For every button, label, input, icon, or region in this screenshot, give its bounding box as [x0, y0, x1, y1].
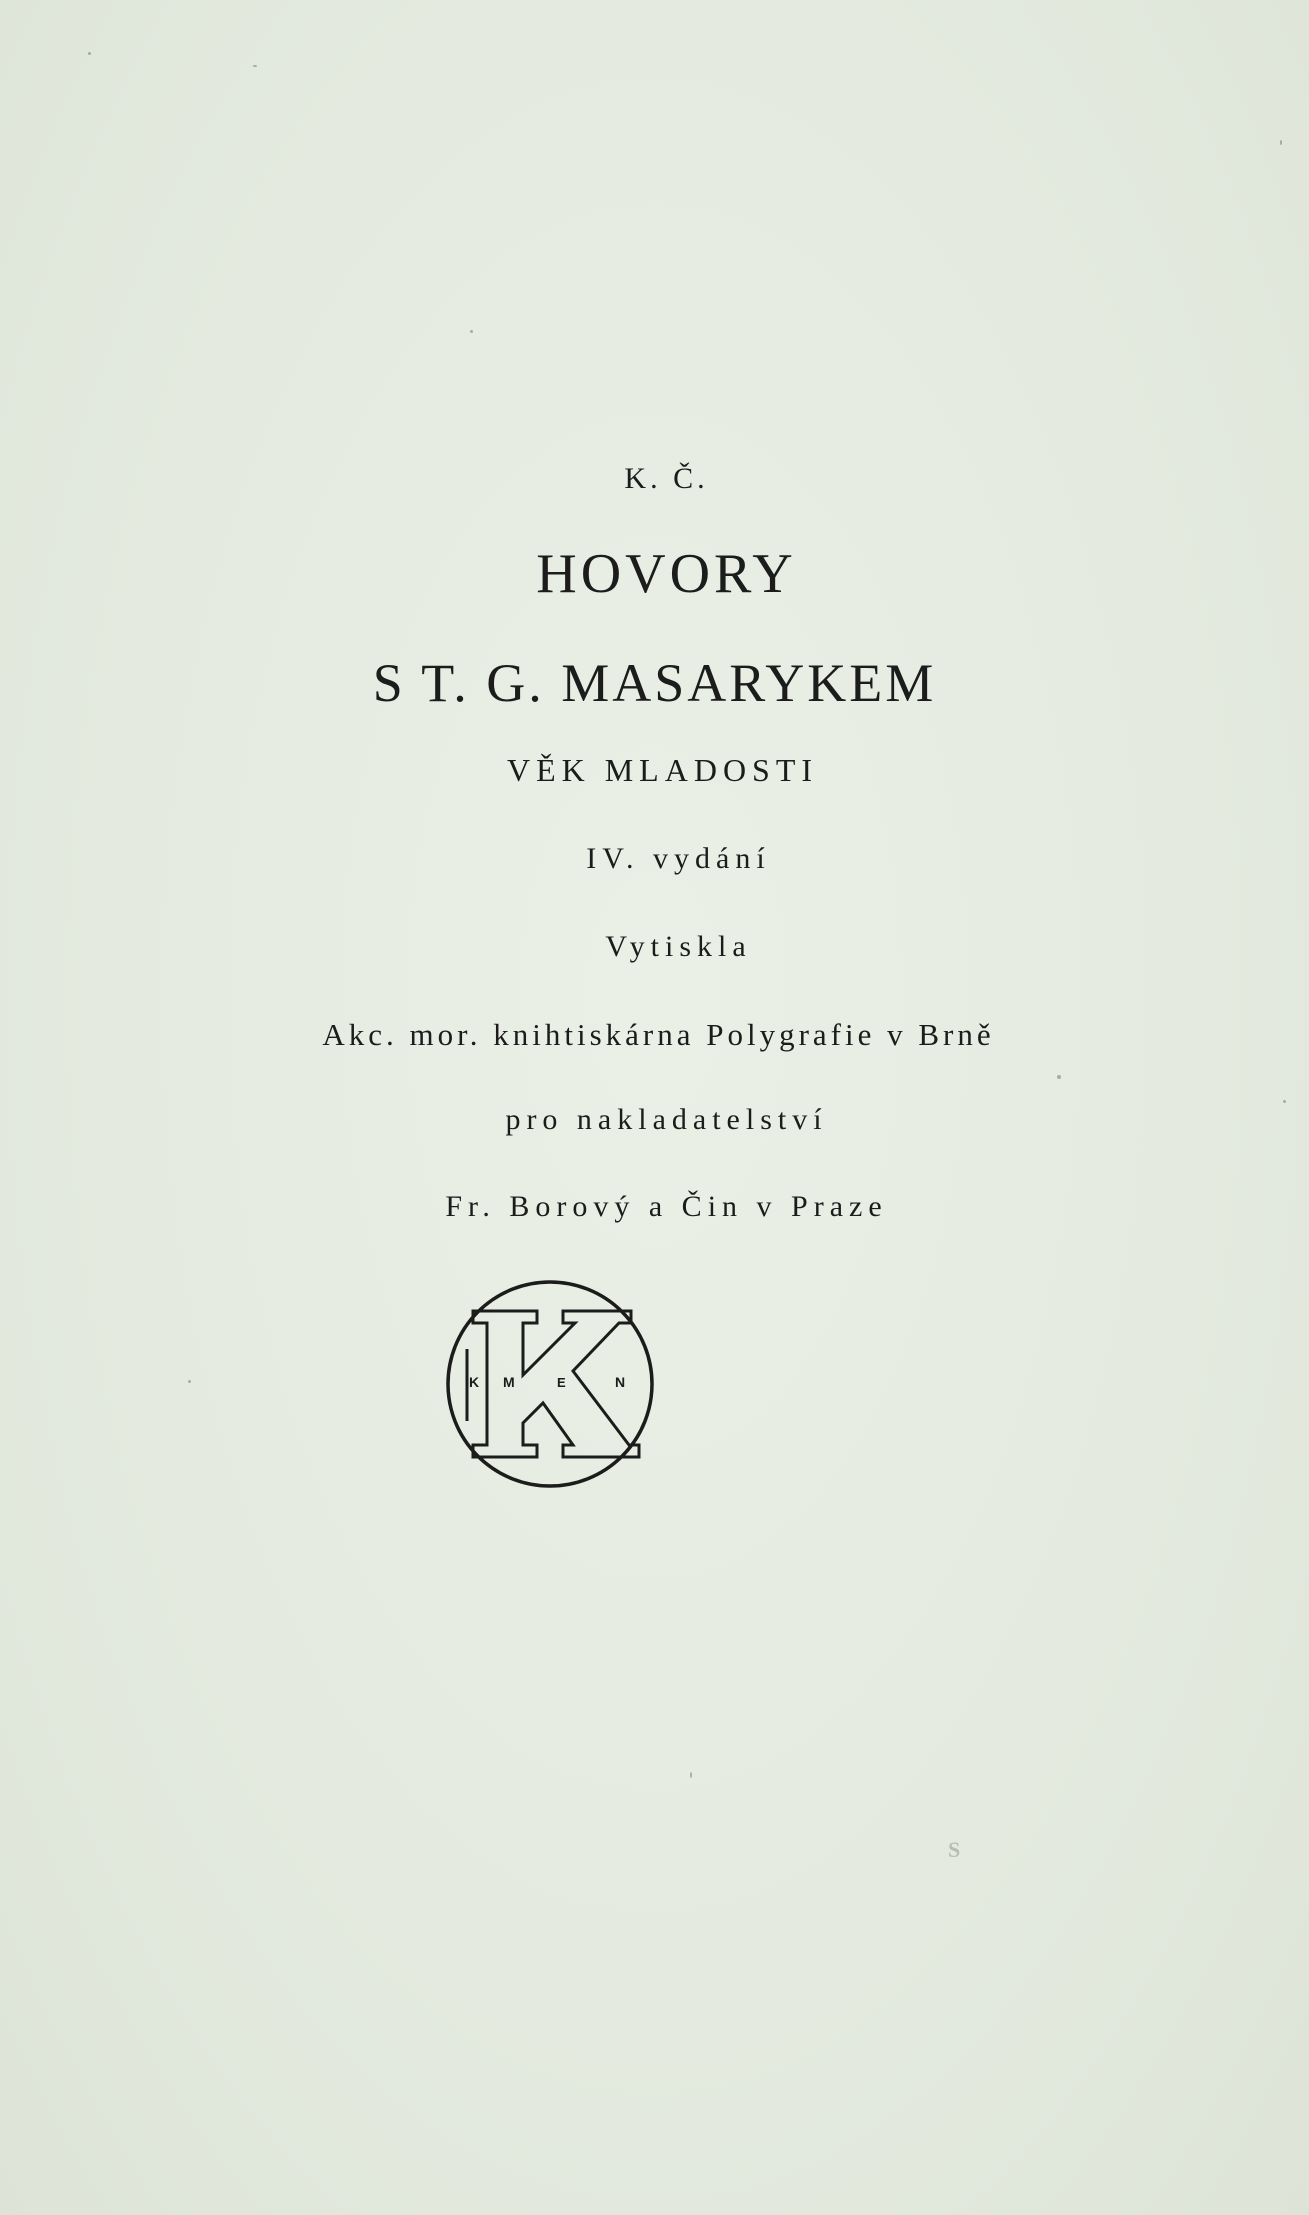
publisher-label: pro nakladatelství — [505, 1103, 828, 1136]
paper-speck — [1280, 140, 1282, 145]
logo-letter-n: N — [615, 1374, 626, 1390]
logo-letter-e: E — [557, 1375, 566, 1390]
book-subtitle: S T. G. MASARYKEM — [372, 653, 937, 713]
paper-speck — [1057, 1075, 1061, 1079]
paper-speck — [690, 1772, 692, 1778]
author-initials: K. Č. — [624, 462, 709, 495]
paper-speck — [253, 65, 257, 67]
paper-speck — [88, 52, 91, 55]
printer-name: Akc. mor. knihtiskárna Polygrafie v Brně — [322, 1017, 995, 1052]
logo-letter-m: M — [503, 1374, 515, 1390]
kmen-k-logo-icon — [445, 1275, 655, 1493]
paper-speck — [188, 1380, 191, 1383]
book-title: HOVORY — [536, 543, 797, 605]
logo-letter-k: K — [469, 1374, 480, 1390]
volume-title: VĚK MLADOSTI — [506, 752, 819, 788]
publisher-name: Fr. Borový a Čin v Praze — [445, 1190, 888, 1223]
paper-speck — [1283, 1100, 1286, 1103]
paper-speck — [470, 330, 473, 333]
edition-label: IV. vydání — [586, 842, 771, 875]
faint-page-mark: S — [948, 1837, 961, 1862]
printer-label: Vytiskla — [605, 930, 752, 963]
